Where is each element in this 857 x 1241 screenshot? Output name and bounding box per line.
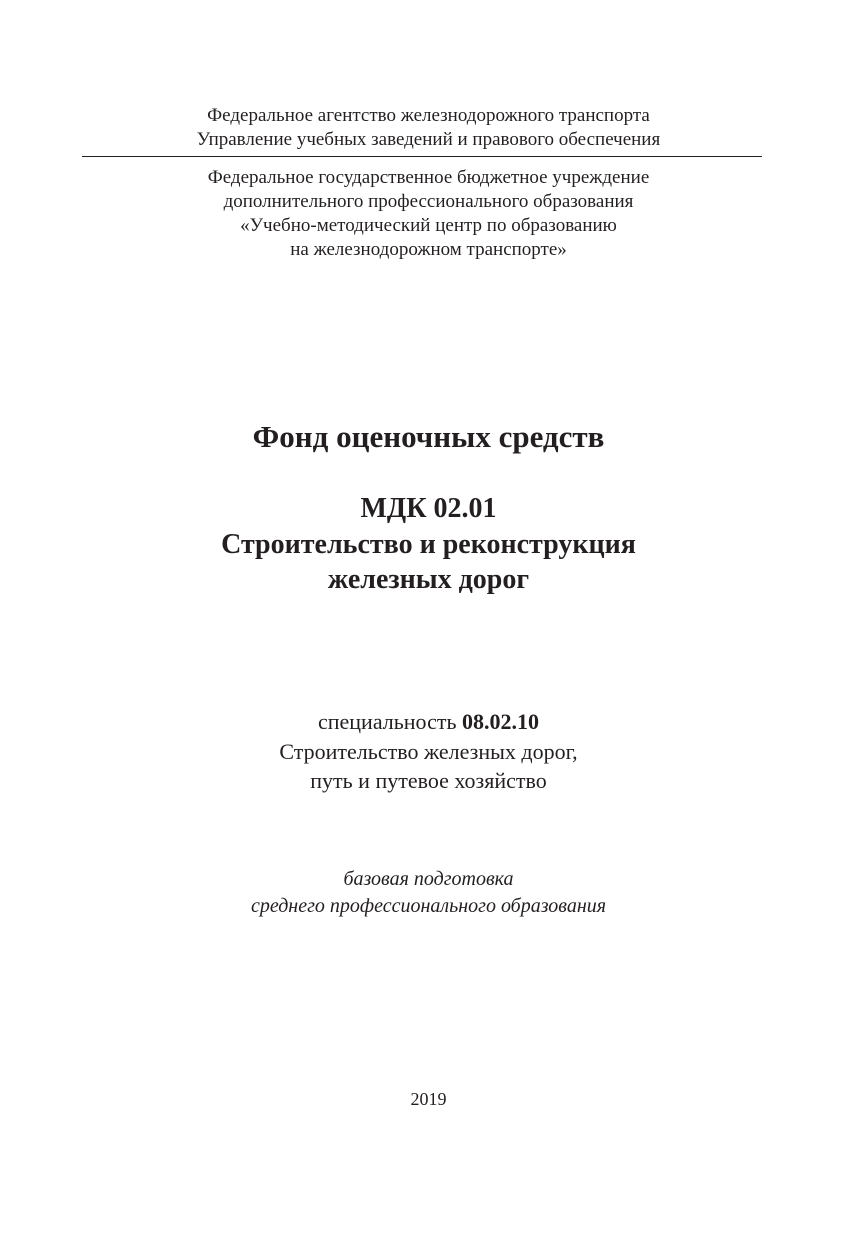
course-code: МДК 02.01 (360, 493, 497, 524)
training-level-line-2: среднего профессионального образования (250, 895, 607, 917)
agency-name: Федеральное агентство железнодорожного транспорта (207, 105, 650, 126)
specialty-name-line-2: путь и путевое хозяйство (310, 768, 547, 793)
document-title: Фонд оценочных средств (252, 419, 605, 454)
course-title-line-2: железных дорог (327, 564, 530, 595)
specialty-line (0, 708, 857, 736)
institution-line-2: дополнительного профессионального образования (223, 191, 634, 212)
specialty-label: специальность (317, 709, 457, 734)
institution-line-1: Федеральное государственное бюджетное учреждение (207, 167, 650, 188)
department-name: Управление учебных заведений и правового обеспечения (196, 129, 661, 150)
specialty-name-line-1: Строительство железных дорог, (279, 739, 578, 764)
institution-line-3: «Учебно-методический центр по образованию (240, 215, 617, 236)
course-title-line-1: Строительство и реконструкция (221, 529, 636, 560)
institution-line-4: на железнодорожном транспорте» (290, 239, 567, 260)
specialty-code: 08.02.10 (462, 709, 540, 734)
header-divider (82, 156, 762, 157)
publication-year: 2019 (410, 1089, 447, 1109)
training-level-line-1: базовая подготовка (343, 868, 514, 890)
